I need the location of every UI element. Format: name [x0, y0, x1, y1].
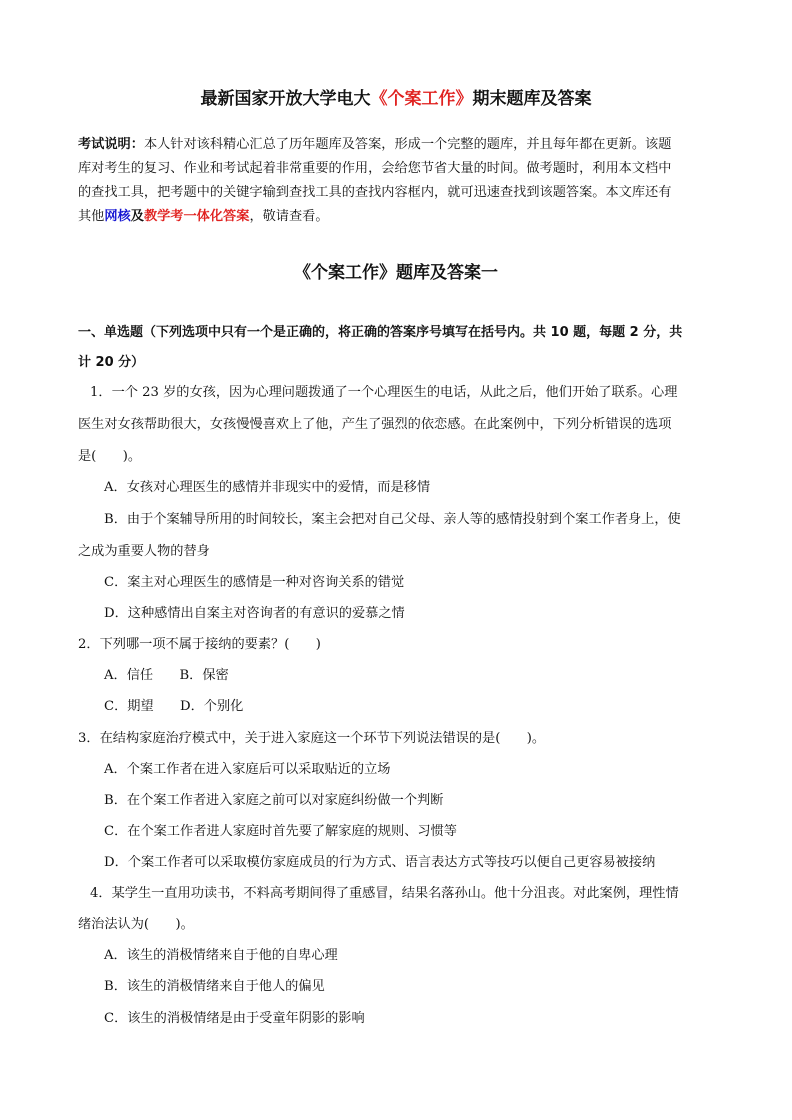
- section-heading-line-2: 计 20 分）: [78, 355, 145, 370]
- q1-option-d: D．这种感情出自案主对咨询者的有意识的爱慕之情: [104, 606, 405, 621]
- instructions-label: 考试说明：: [78, 137, 144, 152]
- section-title: 《个案工作》题库及答案一: [294, 263, 498, 283]
- q1-option-b-line-1: B．由于个案辅导所用的时间较长，案主会把对自己父母、亲人等的感情投射到个案工作者身上，使: [104, 512, 681, 527]
- q4-stem-line-1: 4．某学生一直用功读书，不料高考期间得了重感冒，结果名落孙山。他十分沮丧。对此案例，理性情: [90, 886, 679, 901]
- q1-option-b-line-2: 之成为重要人物的替身: [78, 544, 210, 559]
- q4-option-b: B．该生的消极情绪来自于他人的偏见: [104, 979, 325, 994]
- instructions-line-4-mid: 及: [130, 209, 144, 224]
- q1-option-c: C．案主对心理医生的感情是一种对咨询关系的错觉: [104, 575, 405, 590]
- q3-option-a: A．个案工作者在进入家庭后可以采取贴近的立场: [104, 762, 391, 777]
- q2-options-cd: C．期望 D．个别化: [104, 699, 244, 714]
- q4-option-c: C．该生的消极情绪是由于受童年阴影的影响: [104, 1011, 365, 1026]
- exam-instructions: [78, 133, 718, 229]
- link-teaching-answers[interactable]: 教学考一体化答案: [143, 209, 250, 224]
- document-title: [0, 84, 792, 109]
- q3-option-b: B．在个案工作者进入家庭之前可以对家庭纠纷做一个判断: [104, 793, 444, 808]
- q1-option-a: A．女孩对心理医生的感情并非现实中的爱情，而是移情: [104, 480, 431, 495]
- section-heading-line-1: 一、单选题（下列选项中只有一个是正确的，将正确的答案序号填写在括号内。共 10 题，每题 2 分，共: [78, 325, 683, 340]
- instructions-line-2: 库对考生的复习、作业和考试起着非常重要的作用，会给您节省大量的时间。做考题时，利用本文档中: [78, 161, 672, 176]
- instructions-line-4-pre: 其他: [78, 209, 105, 224]
- q3-option-d: D．个案工作者可以采取模仿家庭成员的行为方式、语言表达方式等技巧以便自己更容易被接纳: [104, 855, 656, 870]
- title-suffix: 期末题库及答案: [472, 89, 592, 109]
- q3-option-c: C．在个案工作者进人家庭时首先要了解家庭的规则、习惯等: [104, 824, 457, 839]
- instructions-line-1: 本人针对该科精心汇总了历年题库及答案，形成一个完整的题库，并且每年都在更新。该题: [143, 137, 672, 152]
- title-prefix: 最新国家开放大学电大: [200, 89, 371, 109]
- q1-stem-line-2: 医生对女孩帮助很大，女孩慢慢喜欢上了他，产生了强烈的依恋感。在此案例中，下列分析错误的选项: [78, 417, 672, 432]
- q4-stem-line-2: 绪治法认为( )。: [78, 917, 194, 932]
- q4-option-a: A．该生的消极情绪来自于他的自卑心理: [104, 948, 338, 963]
- title-course-name: 《个案工作》: [370, 89, 473, 109]
- q3-stem: 3．在结构家庭治疗模式中，关于进入家庭这一个环节下列说法错误的是( )。: [78, 731, 546, 746]
- q2-options-ab: A．信任 B．保密: [104, 668, 229, 683]
- instructions-line-4-post: ，敬请查看。: [249, 209, 329, 224]
- link-wanghe[interactable]: 网核: [104, 209, 131, 224]
- q1-stem-line-3: 是( )。: [78, 449, 142, 464]
- q1-stem-line-1: 1．一个 23 岁的女孩，因为心理问题拨通了一个心理医生的电话，从此之后，他们开始了联系。心理: [90, 385, 678, 400]
- q2-stem: 2．下列哪一项不属于接纳的要素？( ): [78, 637, 321, 652]
- instructions-line-3: 的查找工具，把考题中的关键字输到查找工具的查找内容框内，就可迅速查找到该题答案。本文库还有: [78, 185, 672, 200]
- section-heading: [78, 318, 718, 378]
